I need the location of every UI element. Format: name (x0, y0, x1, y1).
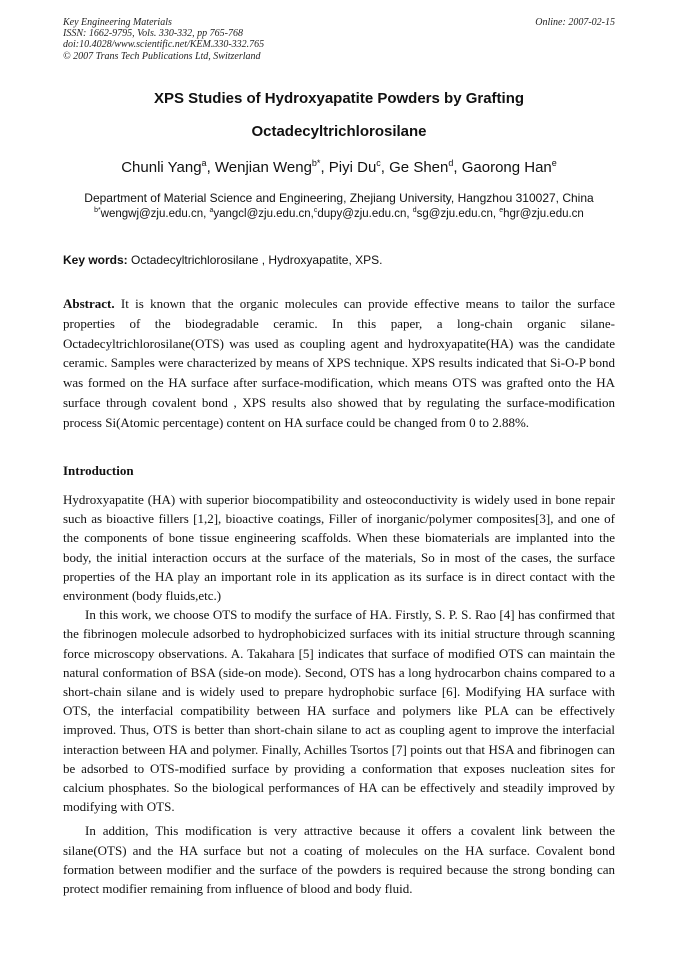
paragraph: Hydroxyapatite (HA) with superior biocompatibility and osteoconductivity is widely used in bone repair such as bioactive fillers [1,2], bioactive coatings, Filler of inorganic/polymer composites[3], and one of the components of bone tissue engineering scaffolds. When these biomaterials are implanted into the body, the initial interaction occurs at the surface of the materials, So in most of the cases, the surface properties of the HA play an important role in its application as its surface is in direct contact with the environment (body fluids,etc.) (63, 492, 615, 604)
author: Ge Shen$^d$, (389, 158, 462, 176)
section-heading-introduction: Introduction (63, 463, 134, 478)
paragraph: In this work, we choose OTS to modify the surface of HA. Firstly, S. P. S. Rao [4] has confirmed that the fibrinogen molecule adsorbed to hydrophobicized surfaces with its initial structure through scanning force microscopy observations. A. Takahara [5] indicates that surface of modified OTS can maintain the natural conformation of BSA (side-on mode). Second, OTS has a long hydrocarbon chains compared to a short-chain silane and is widely used to prepare hydrophobic surface [6]. Modifying HA surface with OTS, the interfacial compatibility between HA surface and polymers like PLA can be effectively improved. Thus, OTS is better than short-chain silane to act as coupling agent to improve the interfacial interaction between HA and polymer. Finally, Achilles Tsortos [7] points out that HSA and fibrinogen can be adsorbed to OTS-modified surface by providing a conformation that exposes nucleation sites for calcium phosphates. So the biological performances of HA can be effectively and steadily improved by modifying with OTS. (63, 607, 615, 815)
copyright-line: © 2007 Trans Tech Publications Ltd, Switzerland (63, 50, 261, 62)
author: Gaorong Han$^e$ (461, 158, 557, 176)
email[interactable]: $^e$hgr@zju.edu.cn (499, 207, 584, 220)
author-list (63, 159, 615, 176)
paper-title-line-1: XPS Studies of Hydroxyapatite Powders by Grafting (153, 90, 525, 107)
affiliation: Department of Material Science and Engineering, Zhejiang University, Hangzhou 310027, China (84, 191, 594, 205)
email[interactable]: $^d$sg@zju.edu.cn, (412, 207, 500, 220)
author: Wenjian Weng$^{b*}$, (214, 158, 329, 176)
paper-title-line-2: Octadecyltrichlorosilane (251, 123, 427, 140)
doi-line: doi:10.4028/www.scientific.net/KEM.330-332.765 (63, 39, 265, 51)
abstract-text: It is known that the organic molecules can provide effective means to tailor the surface properties of the biodegradable ceramic. In this paper, a long-chain organic silane-Octadecyltrichlorosilane(OTS) was used as coupling agent and hydroxyapatite(HA) was the candidate ceramic. Samples were characterized by means of XPS technique. XPS results indicated that Si-O-P bond was formed on the HA surface after surface-modification, which means OTS was grafted onto the HA surface through covalent bond , XPS results also showed that by regulating the surface-modification process Si(Atomic percentage) content on HA surface could be changed from 0 to 2.88%. (63, 296, 615, 430)
issn-line: ISSN: 1662-9795, Vols. 330-332, pp 765-768 (63, 28, 243, 40)
online-date: Online: 2007-02-15 (535, 17, 615, 28)
introduction-body (63, 490, 615, 898)
journal-name: Key Engineering Materials (63, 17, 172, 28)
journal-header (63, 17, 615, 62)
email[interactable]: $^{b*}$wengwj@zju.edu.cn, (94, 207, 210, 220)
email[interactable]: $^c$dupy@zju.edu.cn, (313, 207, 413, 220)
abstract-label: Abstract. (63, 296, 115, 311)
keywords (63, 253, 615, 267)
paragraph: In addition, This modification is very attractive because it offers a covalent link between the silane(OTS) and the HA surface but not a coating of molecules on the HA surface. Covalent bond formation between modifier and the surface of the powders is required because the strong bonding can protect modifier remaining from influence of blood and body fluid. (63, 823, 615, 897)
abstract (63, 294, 615, 433)
keywords-text: Octadecyltrichlorosilane , Hydroxyapatite, XPS. (127, 253, 383, 267)
email-list (63, 208, 615, 220)
author: Piyi Du$^c$, (328, 158, 390, 176)
email[interactable]: $^a$yangcl@zju.edu.cn, (209, 207, 314, 220)
keywords-label: Key words: (63, 253, 128, 267)
author: Chunli Yang$^a$, (121, 158, 215, 176)
